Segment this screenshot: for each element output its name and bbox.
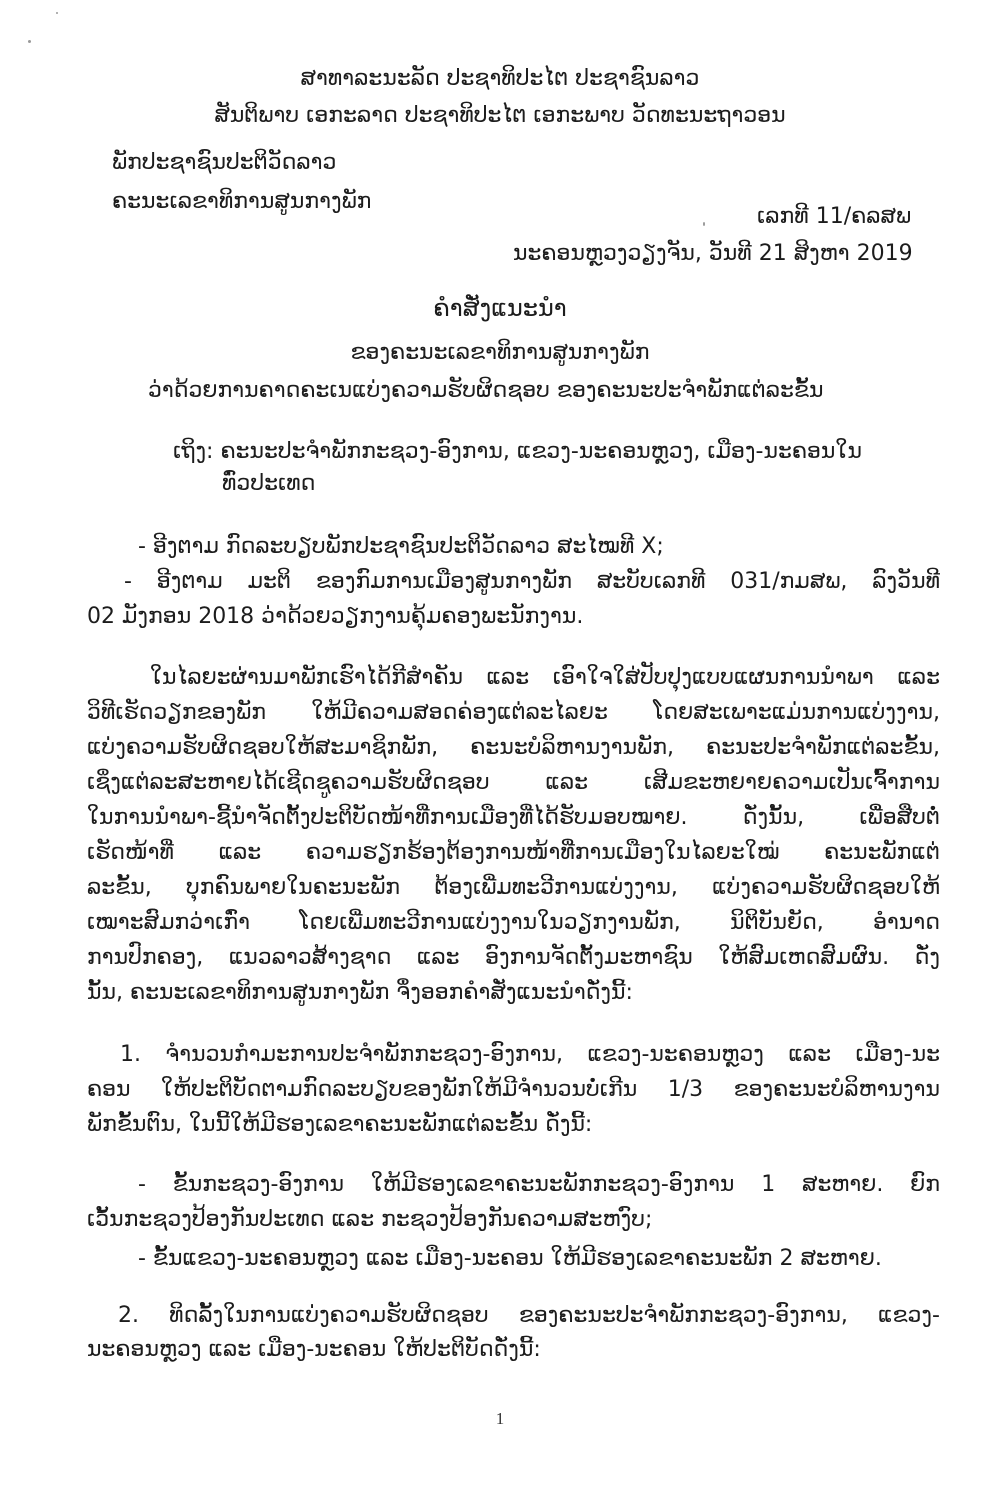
addressee-line1: ເຖິງ: ຄະນະປະຈຳພັກກະຊວງ-ອົງການ, ແຂວງ-ນະຄອນຫຼວງ, ເມືອງ-ນະຄອນໃນ: [173, 439, 862, 464]
item-1-sub-1-line2: ເວັ້ນກະຊວງປ້ອງກັນປະເທດ ແລະ ກະຊວງປ້ອງກັນຄວາມສະຫງົບ;: [87, 1207, 653, 1232]
national-motto-line1: ສາທາລະນະລັດ ປະຊາທິປະໄຕ ປະຊາຊົນລາວ: [300, 66, 700, 91]
reference-2-line2: 02 ມັງກອນ 2018 ວ່າດ້ວຍວຽກງານຄຸ້ມຄອງພະນັກງານ.: [87, 604, 584, 629]
place-and-date: ນະຄອນຫຼວງວຽງຈັນ, ວັນທີ 21 ສິງຫາ 2019: [513, 241, 913, 266]
document-number: ເລກທີ 11/ຄລສພ: [757, 204, 912, 229]
body-line: ນັ້ນ, ຄະນະເລຂາທິການສູນກາງພັກ ຈຶ່ງອອກຄຳສັ່ງແນະນຳດັ່ງນີ້:: [87, 980, 633, 1005]
item-2-line1: 2. ທິດລັ້ງໃນການແບ່ງຄວາມຮັບຜິດຊອບ ຂອງຄະນະປະຈຳພັກກະຊວງ-ອົງການ, ແຂວງ-: [118, 1303, 940, 1328]
scan-speck: [56, 12, 58, 14]
body-line: ໃນໄລຍະຜ່ານມາພັກເຮົາໄດ້ກີສຳຄັນ ແລະ ເອົາໃຈໃສ່ປັບປຸງແບບແຜນການນຳພາ ແລະ: [150, 665, 940, 690]
page-number: 1: [495, 1409, 505, 1428]
addressee-line2: ທົ່ວປະເທດ: [222, 471, 316, 496]
scan-speck: [28, 40, 31, 43]
document-title: ຄຳສັ່ງແນະນຳ: [433, 294, 567, 322]
document-subject: ວ່າດ້ວຍການຄາດຄະເນແບ່ງຄວາມຮັບຜິດຊອບ ຂອງຄະນະປະຈຳພັກແຕ່ລະຂັ້ນ: [148, 378, 824, 403]
item-1-line: 1. ຈຳນວນກຳມະການປະຈຳພັກກະຊວງ-ອົງການ, ແຂວງ-ນະຄອນຫຼວງ ແລະ ເມືອງ-ນະ: [120, 1042, 940, 1067]
item-1-line: ພັກຂັ້ນຕົນ, ໃນນີ້ໃຫ້ມີຮອງເລຂາຄະນະພັກແຕ່ລະຂັ້ນ ດັ່ງນີ້:: [87, 1112, 593, 1137]
body-line: ເຮັດໜ້າທີ່ ແລະ ຄວາມຮຽກຮ້ອງຕ້ອງການໜ້າທີ່ການເມືອງໃນໄລຍະໃໝ່ ຄະນະພັກແຕ່: [87, 840, 940, 865]
body-line: ແບ່ງຄວາມຮັບຜິດຊອບໃຫ້ສະມາຊິກພັກ, ຄະນະບໍລິຫານງານພັກ, ຄະນະປະຈຳພັກແຕ່ລະຂັ້ນ,: [87, 735, 940, 760]
body-line: ລະຂັ້ນ, ບຸກຄົນພາຍໃນຄະນະພັກ ຕ້ອງເພີ່ມທະວີການແບ່ງງານ, ແບ່ງຄວາມຮັບຜິດຊອບໃຫ້: [87, 875, 940, 900]
body-line: ໃນການນຳພາ-ຊີ້ນຳຈັດຕັ້ງປະຕິບັດໜ້າທີ່ການເມືອງທີ່ໄດ້ຮັບມອບໝາຍ. ດັ່ງນັ້ນ, ເພື່ອສືບຕໍ່: [87, 805, 940, 830]
document-issuer: ຂອງຄະນະເລຂາທິການສູນກາງພັກ: [350, 340, 650, 365]
body-line: ເຊິ່ງແຕ່ລະສະຫາຍໄດ້ເຊີດຊູຄວາມຮັບຜິດຊອບ ແລະ ເສີມຂະຫຍາຍຄວາມເປັນເຈົ້າການ: [87, 770, 940, 795]
item-1-sub-2: - ຂັ້ນແຂວງ-ນະຄອນຫຼວງ ແລະ ເມືອງ-ນະຄອນ ໃຫ້ມີຮອງເລຂາຄະນະພັກ 2 ສະຫາຍ.: [138, 1246, 882, 1271]
item-2-line2: ນະຄອນຫຼວງ ແລະ ເມືອງ-ນະຄອນ ໃຫ້ປະຕິບັດດັ່ງນີ້:: [87, 1337, 541, 1362]
org-name-line2: ຄະນະເລຂາທິການສູນກາງພັກ: [112, 189, 372, 214]
body-line: ການປົກຄອງ, ແນວລາວສ້າງຊາດ ແລະ ອົງການຈັດຕັ້ງມະຫາຊົນ ໃຫ້ສົມເຫດສົມຜົນ. ດັ່ງ: [87, 945, 940, 970]
national-motto-line2: ສັນຕິພາບ ເອກະລາດ ປະຊາທິປະໄຕ ເອກະພາບ ວັດທະນະຖາວອນ: [214, 103, 786, 128]
reference-1: - ອີງຕາມ ກົດລະບຽບພັກປະຊາຊົນປະຕິວັດລາວ ສະໄໝທີ X;: [138, 534, 664, 559]
body-line: ວິທີເຮັດວຽກຂອງພັກ ໃຫ້ມີຄວາມສອດຄ່ອງແຕ່ລະໄລຍະ ໂດຍສະເພາະແມ່ນການແບ່ງງານ,: [87, 700, 940, 725]
scan-speck: [703, 222, 705, 226]
org-name-line1: ພັກປະຊາຊົນປະຕິວັດລາວ: [112, 150, 337, 175]
item-1-sub-1-line1: - ຂັ້ນກະຊວງ-ອົງການ ໃຫ້ມີຮອງເລຂາຄະນະພັກກະຊວງ-ອົງການ 1 ສະຫາຍ. ຍົກ: [138, 1172, 940, 1197]
body-line: ເໝາະສົມກວ່າເກົ່າ ໂດຍເພີ່ມທະວີການແບ່ງງານໃນວຽກງານພັກ, ນິຕິບັນຍັດ, ອຳນາດ: [87, 910, 940, 935]
reference-2-line1: - ອີງຕາມ ມະຕິ ຂອງກົມການເມືອງສູນກາງພັກ ສະບັບເລກທີ 031/ກມສພ, ລົງວັນທີ: [124, 569, 940, 594]
item-1-line: ຄອນ ໃຫ້ປະຕິບັດຕາມກົດລະບຽບຂອງພັກໃຫ້ມີຈຳນວນບໍ່ເກີນ 1/3 ຂອງຄະນະບໍລິຫານງານ: [87, 1077, 940, 1102]
